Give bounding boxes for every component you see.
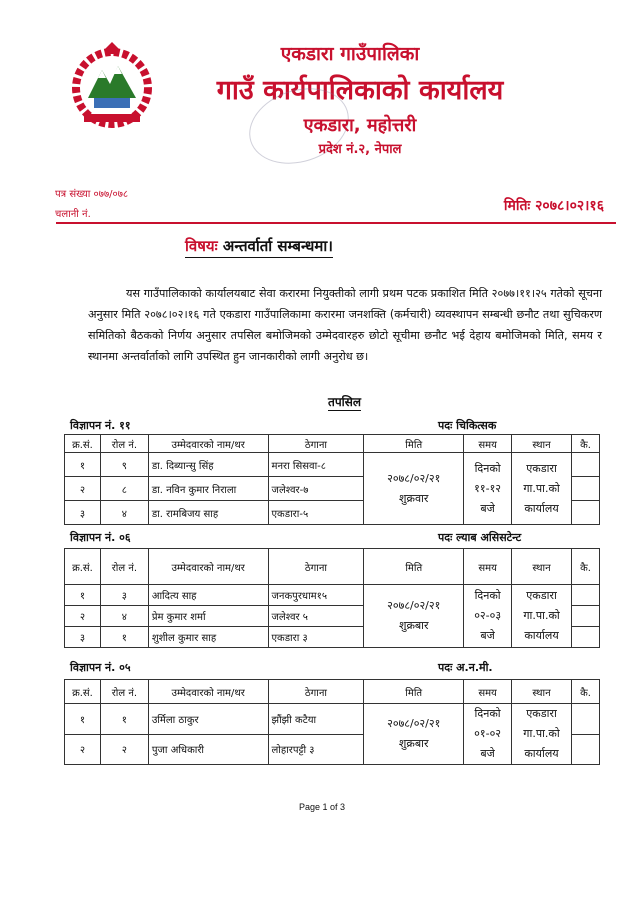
column-header: समय [464, 680, 512, 704]
place-line: एकडारा [526, 461, 557, 475]
time-line: ११-१२ [474, 481, 502, 495]
page-number: Page 1 of 3 [298, 802, 346, 812]
time-line: ०१-०२ [474, 727, 502, 740]
subject-text: अन्तर्वार्ता सम्बन्धमा। [222, 237, 333, 255]
office-province: प्रदेश नं.२, नेपाल [318, 142, 402, 157]
subject-line [185, 236, 333, 258]
place-line: एकडारा [526, 707, 557, 720]
address-cell: लोहारपट्टी ३ [268, 734, 364, 765]
header-divider [56, 222, 616, 224]
table-header-row [65, 680, 600, 704]
remarks-cell [571, 704, 599, 735]
place-line: गा.पा.को [523, 481, 560, 495]
interview-place-cell [512, 585, 572, 648]
column-header: उम्मेदवारको नाम/थर [148, 435, 268, 453]
column-header: उम्मेदवारको नाम/थर [148, 549, 268, 585]
date-value: २०७८।०२।१६ [535, 198, 604, 214]
interview-date-cell [364, 453, 464, 525]
table-row [65, 585, 600, 606]
serial-cell: १ [65, 585, 101, 606]
column-header: स्थान [512, 680, 572, 704]
remarks-cell [572, 477, 600, 501]
name-cell: पुजा अधिकारी [148, 734, 268, 765]
candidate-table [64, 548, 600, 648]
interview-day: शुक्रबार [398, 737, 429, 750]
name-cell: उर्मिला ठाकुर [148, 704, 268, 735]
address-cell: एकडारा-५ [268, 501, 364, 525]
table-header-row [65, 549, 600, 585]
post-name: पदः अ.न.मी. [438, 661, 493, 674]
roll-cell: ९ [100, 453, 148, 477]
roll-cell: ४ [100, 606, 148, 627]
date-label: मितिः [503, 198, 531, 214]
address-cell: जलेश्वर-७ [268, 477, 364, 501]
roll-cell: ८ [100, 477, 148, 501]
interview-time-cell [464, 585, 512, 648]
letter-date [504, 196, 604, 215]
address-cell: मनरा सिसवा-८ [268, 453, 364, 477]
interview-date: २०७८/०२/२१ [387, 599, 441, 612]
name-cell: डा. दिब्यान्सु सिंह [148, 453, 268, 477]
interview-day: शुक्रबार [398, 619, 429, 632]
serial-cell: १ [65, 704, 101, 735]
column-header: रोल नं. [100, 549, 148, 585]
address-cell: जनकपुरधाम१५ [268, 585, 364, 606]
column-header: रोल नं. [100, 680, 148, 704]
column-header: रोल नं. [100, 435, 148, 453]
tapasil-heading: तपसिल [328, 395, 362, 409]
address-cell: जलेश्वर ५ [268, 606, 364, 627]
column-header: समय [464, 549, 512, 585]
place-line: गा.पा.को [523, 609, 560, 622]
column-header: मिति [364, 680, 464, 704]
place-line: एकडारा [526, 589, 557, 602]
serial-cell: ३ [65, 501, 101, 525]
serial-cell: २ [65, 606, 101, 627]
remarks-cell [571, 734, 599, 765]
vigyapan-number: विज्ञापन नं. ०६ [70, 531, 131, 544]
municipality-name: एकडारा गाउँपालिका [280, 43, 420, 65]
time-line: दिनको [474, 707, 501, 720]
place-line: कार्यालय [524, 501, 559, 515]
time-line: दिनको [474, 461, 501, 475]
table-row [65, 704, 600, 735]
time-line: दिनको [474, 589, 501, 602]
remarks-cell [572, 606, 600, 627]
interview-date: २०७८/०२/२१ [387, 717, 441, 730]
column-header: स्थान [512, 435, 572, 453]
roll-cell: १ [100, 627, 148, 648]
post-name: पदः चिकित्सक [438, 419, 497, 432]
column-header: क्र.सं. [65, 435, 101, 453]
column-header: समय [464, 435, 512, 453]
interview-date-cell [364, 585, 464, 648]
remarks-cell [572, 501, 600, 525]
address-cell: एकडारा ३ [268, 627, 364, 648]
vigyapan-number: विज्ञापन नं. ०५ [70, 661, 131, 674]
roll-cell: ४ [100, 501, 148, 525]
column-header: कै. [572, 549, 600, 585]
remarks-cell [572, 453, 600, 477]
place-line: गा.पा.को [523, 727, 560, 740]
roll-cell: २ [100, 734, 148, 765]
time-line: ०२-०३ [474, 609, 502, 622]
time-line: बजे [480, 501, 495, 515]
column-header: ठेगाना [268, 435, 364, 453]
column-header: क्र.सं. [65, 680, 101, 704]
remarks-cell [572, 627, 600, 648]
column-header: क्र.सं. [65, 549, 101, 585]
column-header: स्थान [512, 549, 572, 585]
nepal-emblem-icon [64, 40, 160, 130]
interview-time-cell [464, 704, 512, 765]
place-line: कार्यालय [524, 747, 559, 760]
interview-date: २०७८/०२/२१ [387, 471, 441, 485]
roll-cell: ३ [100, 585, 148, 606]
candidate-table [64, 679, 600, 765]
name-cell: डा. नविन कुमार निराला [148, 477, 268, 501]
column-header: कै. [572, 435, 600, 453]
name-cell: शुशील कुमार साह [148, 627, 268, 648]
column-header: मिति [364, 435, 464, 453]
name-cell: आदित्य साह [148, 585, 268, 606]
interview-time-cell [464, 453, 512, 525]
remarks-cell [572, 585, 600, 606]
dispatch-number: चलानी नं. [55, 209, 91, 220]
vigyapan-number: विज्ञापन नं. ११ [70, 419, 131, 432]
serial-cell: २ [65, 477, 101, 501]
column-header: मिति [364, 549, 464, 585]
name-cell: प्रेम कुमार शर्मा [148, 606, 268, 627]
post-name: पदः ल्याब असिसटेन्ट [438, 531, 522, 544]
candidate-table [64, 434, 600, 525]
roll-cell: १ [100, 704, 148, 735]
serial-cell: १ [65, 453, 101, 477]
time-line: बजे [480, 747, 495, 760]
serial-cell: २ [65, 734, 101, 765]
column-header: कै. [571, 680, 599, 704]
column-header: उम्मेदवारको नाम/थर [148, 680, 268, 704]
address-cell: झौंझी कटैया [268, 704, 364, 735]
interview-date-cell [364, 704, 464, 765]
table-header-row [65, 435, 600, 453]
office-location: एकडारा, महोत्तरी [303, 115, 417, 136]
column-header: ठेगाना [268, 549, 364, 585]
interview-place-cell [512, 704, 572, 765]
office-name: गाउँ कार्यपालिकाको कार्यालय [216, 75, 504, 106]
body-paragraph: यस गाउँपालिकाको कार्यालयबाट सेवा करारमा नियुक्तीको लागी प्रथम पटक प्रकाशित मिति २०७७।११।२५ गतेको सूचना अनुसार मिति २०७८।०२।१६ गते एकडारा गाउँपालिकामा करारमा जनशक्ति (कर्मचारी) व्यवस्थापन सम्बन्धी छनौट तथा सुचिकरण समितिको बैठकको निर्णय अनुसार तपसिल बमोजिमको उम्मेदवारहरु छोटो सूचीमा छनौट भई देहाय बमोजिमको मिति, समय र स्थानमा अन्तर्वार्ताको लागि उपस्थित हुन जानकारीको लागी अनुरोध छ। [88, 287, 602, 363]
serial-cell: ३ [65, 627, 101, 648]
table-row [65, 453, 600, 477]
place-line: कार्यालय [524, 629, 559, 642]
time-line: बजे [480, 629, 495, 642]
interview-day: शुक्रवार [399, 491, 429, 505]
column-header: ठेगाना [268, 680, 364, 704]
letter-number: पत्र संख्या ०७७/०७८ [55, 189, 129, 200]
interview-place-cell [512, 453, 572, 525]
name-cell: डा. रामबिजय साह [148, 501, 268, 525]
subject-label: विषयः [185, 237, 218, 255]
